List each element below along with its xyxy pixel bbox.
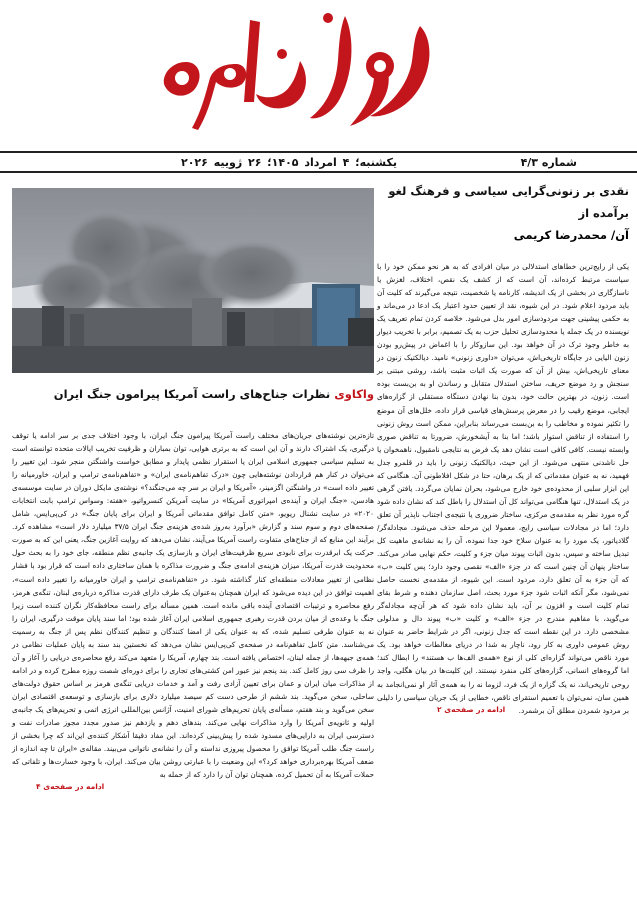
- masthead: [0, 0, 637, 150]
- continued-link[interactable]: ادامه در صفحه‌ی ۴: [36, 782, 105, 792]
- dateline-bar: [0, 151, 637, 173]
- issue-date: یکشنبه؛ ۴ امرداد ۱۴۰۵؛ ۲۶ ژوییه ۲۰۲۶: [181, 155, 397, 169]
- article-analysis: [12, 188, 374, 791]
- article-opinion: [377, 180, 629, 714]
- analysis-headline: [12, 385, 374, 403]
- continued-link[interactable]: ادامه در صفحه‌ی ۲: [437, 704, 506, 714]
- issue-number: شماره ۴/۳: [520, 155, 577, 169]
- article-body: یکی از رایج‌ترین خطاهای استدلالی در میان افرادی که به هر نحو ممکن خود را با سیاست مرتبط کرده‌اند، آن است که از کشف یک نقص، اختلاف، لغزش یا ناسازگاری در بخشی از یک اندیشه، کارنامه یا شخصیت، نتیجه می‌گیرند که کلیت آن باید مردود اعلام شود. در این شیوه، نقد از تعیین حدود اعتبار یک ادعا در می‌ماند و به حکمی پیشینی جهت مردودسازی امور بدل می‌شود. خلاصه کردن تمام تعریف یک نویسنده در یک جمله یا محدودسازی تحلیل حزب به یک تصمیم، برابر با تخریب دیوار به خاطر وجود ترک در آن خواهد بود. این سازوکار را با اغماض در پیش‌رو بودن زنون الیایی در جایگاه تاریخی‌اش، می‌توان «داوری زنونی» نامید. دیالکتیک زنون در معنای تاریخی‌اش، بیش از آن که صورت یک اثبات مثبت باشد، روشی مبتنی بر سنجش و رد موضع حریف، ساختن استدلال متقابل و رساندن او به بن‌بست بوده است. زنون، در بهترین حالت خود، بدون بنا نهادن دستگاه مستقلی از گزاره‌های ایجابی، موضع رقیب را در معرض پرسش‌های قیاسی قرار داده، خلل‌های آن موضع را تکثیر نموده و مخاطب را به بن‌بست می‌رساند بنابراین، ممکن است روش زنونی را استفاده از تناقض استوار باشد؛ اما بنا به آیشخورش، ضرورتا به تناقض صوری وابسته نیست. کافی کافی است نشان دهد یک فرض به نتایجی نامقبول، ناهمخوان یا حل ناشدنی منتهی می‌شود. از این حیث، دیالکتیک زنونی را باید در قلمرو جدل فهمید، نه به عنوان مقدماتی که از یک برهان، حتا در شکل افلاطونی آن. هنگامی که این ابزار سلبی از محدوده‌ی خود خارج می‌شود، بحران نمایان می‌گردد. یافتن گرهی در یک استدلال، تنها هنگامی می‌تواند کل آن استدلال را باطل کند که نشان داده شود گره مورد نظر به مقدمه‌ی مرکزی، ساختار ضروری یا نتیجه‌ی اجتناب ناپذیر آن تعلق دارد؛ اما در مجادلات سیاسی رایج، معمولا این مرحله حذف می‌شود. مجادله‌گر/ گلادیاتور، یک مورد را به عنوان سلاح خود جدا نموده، آن را به نشانه‌ی ماهیت کل تبدیل ساخته و سپس، بدون اثبات پیوند میان جزء و کلیت، حکم نهایی صادر می‌کند. ساختار پنهان آن چنین است که در جزء «الف» نقصی وجود دارد؛ پس کلیت «ب» که آن جزء به آن تعلق دارد، مردود است. این شیوه، از مقدمه‌ی نخست حاصل نمی‌شود، مگر آنکه اثبات شود جزء مورد بحث، اصل سازمان دهنده و شرط بقای تمام کلیت است و افزون بر آن، باید نشان داده شود که هر آن‌چه مجادله‌گر می‌گوید، با مفاهیم مندرج در جزء «الف» و کلیت «ب» پیوند دال و مدلولی مشخصی دارد. در این نقطه است که جدل زنونی، اگر در شرایط حاضر به عنوان روش عمومی داوری به کار رود، ناچار به شدا در دریای مغالطات خواهد بود. یک مورد ناقص می‌تواند گزاره‌ای کلی از نوع «همه‌ی الف‌ها ب هستند» را ابطال کند؛ اما گروه‌های انسانی، گزاره‌های کلی منفرد نیستند. این کلیت‌ها در بیان هگلی، واجد روحی تاریخی‌اند، نه یک گزاره از یک فرد، لزوما نه را به همه‌ی آثار او نمی‌انجامد به همین سان، نمی‌توان با تعمیم استقرای ناقص، خطایی از یک جریان سیاسی را دلیلی بر مردود شمردن مطلق آن برشمرد.: [377, 262, 629, 715]
- newspaper-logo: [150, 6, 450, 146]
- article-title-line1: نقدی بر زنونی‌گرایی سیاسی و فرهنگ لغو برآمده از: [388, 184, 629, 220]
- analysis-body: تازه‌ترین نوشته‌های جریان‌های مختلف راست آمریکا پیرامون جنگ ایران، با وجود اختلاف جدی بر سر ادامه یا توقف درگیری، یک اشتراک دارند و آن این است که به برتری هوایی، توان بمباران و ظرفیت تخریب ایالات متحده توانسته است به تسلیم سیاسی جمهوری اسلامی ایران یا استقرار نظمی پایدار و مطابق خواست واشنگتن منجر شود. این تغییر را می‌توان در کنار هم قراردادن نوشته‌هایی چون «درک تفاهم‌نامه‌ی ایران» و «تفاهم‌نامه‌ی ترامپ و ایران، خاورمیانه را تغییر داده است» در واشنگتن اگزمینر، «آمریکا و ایران بر سر چه می‌جنگند؟» نوشته‌ی مایکل دوران در سایت موسسه‌ی هادسن، «جنگ ایران و آینده‌ی امپراتوری آمریکا» در سایت آمریکن کنسرواتیو، «هفته: وسواس ترامپ بابت انتخابات ۲۰۲۰» در سایت نشنال ریویو، «متن کامل توافق مقدماتی آمریکا و ایران برای پایان جنگ» در کی‌پی‌ایس، شامل صفحه‌های دوم و سوم سند و گزارش «برآورد به‌روز شده‌ی هزینه‌ی جنگ ایران ۳۷/۵ میلیارد دلار است» مشاهده کرد. برآیند این منابع که از جناح‌های متفاوت راست آمریکا می‌آیند، نشان می‌دهد که روایت آغازین جنگ، یعنی این که به صورت حرکت یک ابرقدرت برای نابودی سریع ظرفیت‌های ایران و بازسازی یک جانبه‌ی نظم منطقه، جای خود را به بحث حول محدودیت قدرت آمریکا، میزان هزینه‌ی ادامه‌ی جنگ و ضرورت مذاکره با همان ساختاری داده است که قرار بود با فشار نظامی از تغییر معادلات منطقه‌ای کنار گذاشته شود. در «تفاهم‌نامه‌ی ترامپ و ایران خاورمیانه را تغییر داده است»، اهمیت توافق در این دیده می‌شود که ایران همچنان به‌عنوان یک طرف دارای قدرت مذاکره درباره‌ی لبنان، تنگه‌ی هرمز، رفع محاصره و ترتیبات اقتصادی آینده باقی مانده است. همین مسأله برای راست محافظه‌کار نگران کننده است زیرا جنگ با وعده‌ی از میان بردن قدرت رهبری جمهوری اسلامی ایران آغاز شده بود؛ اما سند پایان موقت درگیری، ایران را نه به عنوان طرفی تسلیم شده، که به عنوان یکی از امضا کنندگان و تنظیم کنندگان نظم پس از جنگ به رسمیت می‌شناسد. متن کامل تفاهم‌نامه در صفحه‌ی کی‌پی‌ایس نشان می‌دهد که نخستین بند سند به پایان عملیات نظامی در همه‌ی جبهه‌ها، از جمله لبنان، اختصاص یافته است. بند چهارم، آمریکا را متعهد می‌کند رفع محاصره‌ی دریایی را آغاز و آن را ظرف سی روز کامل کند. بند پنجم نیز عبور امن کشتی‌های تجاری را برای دوره‌ای شصت روزه مطرح کرده و در ادامه از مذاکرات میان ایران و عمان برای تعیین آزادی رفت و آمد و خدمات دریایی تنگه‌ی هرمز بر اساس حقوق دولت‌های ساحلی، سخن می‌گوید. بند ششم از طرحی دست کم سیصد میلیارد دلاری برای بازسازی و توسعه‌ی اقتصادی ایران سخن می‌گوید و بند هفتم، مسأله‌ی پایان تحریم‌های شورای امنیت، آژانس بین‌المللی انرژی اتمی و تحریم‌های یک جانبه‌ی اولیه و ثانویه‌ی آمریکا را وارد مذاکرات نهایی می‌کند. بندهای دهم و یازدهم نیز صدور مجدد مجوز صادرات نفت و دسترسی ایران به دارایی‌های مسدود شده را پیش‌بینی کرده‌اند. این مفاد دقیقا آشکار کننده‌ی این‌اند که چرا بخشی از راست جنگ طلب آمریکا توافق را محصول پیروزی نداسته و آن را نشانه‌ی ناتوانی می‌بیند. مقاله‌ی «ایران تا چه اندازه از ضعف آمریکا بهره‌برداری خواهد کرد؟» این وضعیت را با عبارتی روشن بیان می‌کند. ایران، با وجود خسارت‌ها و تلفاتی که حملات آمریکا به آن تحمیل کرده، همچنان توان آن را دارد که از حمله به: [12, 431, 374, 780]
- article-title: [377, 180, 629, 246]
- smoke-over-city-photo: [12, 188, 374, 373]
- headline-kicker: واکاوی: [334, 387, 374, 401]
- article-title-line2: آن/ محمدرضا کریمی: [513, 228, 629, 242]
- headline-title: نظرات جناح‌های راست آمریکا پیرامون جنگ ایران: [53, 387, 331, 401]
